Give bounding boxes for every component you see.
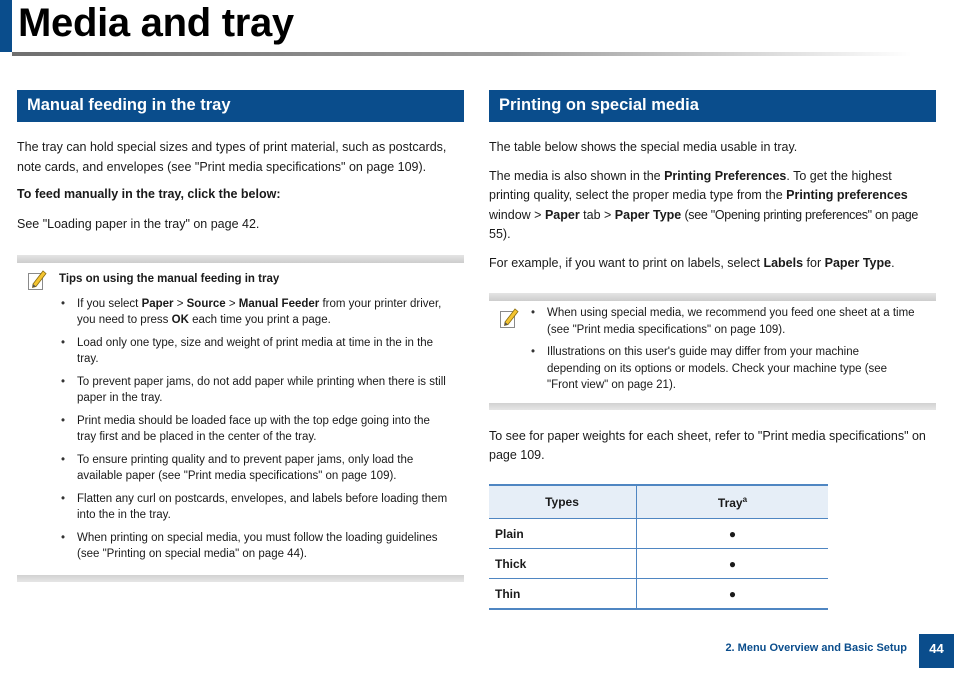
tip-item: • Print media should be loaded face up with the top edge going into the tray first and be placed in the center of the tray. — [59, 413, 464, 446]
note-box — [489, 293, 936, 410]
page-title: Media and tray — [18, 1, 294, 45]
media-type-cell: Thick — [489, 549, 637, 579]
note-box-bottom-bar — [489, 403, 936, 410]
table-row — [489, 549, 828, 579]
tips-box-top-bar — [17, 255, 464, 263]
note-box-top-bar — [489, 293, 936, 301]
left-column — [17, 90, 464, 582]
see-loading-paper: See "Loading paper in the tray" on page 42. — [17, 216, 260, 231]
intro-line-1: The tray can hold special sizes and types of print material, such as postcards, — [17, 140, 447, 154]
footer-chapter-link[interactable]: 2. Menu Overview and Basic Setup — [725, 642, 907, 654]
tip-item: • When printing on special media, you must follow the loading guidelines (see "Printing on special media" on page 44). — [59, 530, 464, 563]
tip-item: • Flatten any curl on postcards, envelopes, and labels before loading them into the in the tray. — [59, 491, 464, 524]
feed-heading: To feed manually in the tray, click the below: — [17, 187, 281, 201]
column-header-types: Types — [489, 485, 637, 519]
printing-preferences-paragraph: The media is also shown in the Printing Preferences. To get the highest printing quality, select the proper media type from the Printing preferences window > Paper tab > Paper Type (see "Opening printing preferences" on page 55). — [489, 168, 919, 241]
tray-support-cell: ● — [637, 519, 829, 549]
tips-box — [17, 255, 464, 582]
pencil-note-icon — [27, 269, 47, 291]
special-media-table — [489, 484, 828, 610]
tray-support-cell: ● — [637, 549, 829, 579]
media-type-cell: Thin — [489, 579, 637, 610]
tip-item: • To prevent paper jams, do not add paper while printing when there is still paper in the tray. — [59, 374, 464, 407]
table-row — [489, 519, 828, 549]
column-header-tray: Tray$^a$ — [637, 485, 829, 519]
table-header-row — [489, 485, 828, 519]
tip-item: • If you select Paper > Source > Manual Feeder from your printer driver, you need to press OK each time you print a page. — [59, 296, 464, 329]
page-number: 44 — [919, 634, 954, 668]
special-media-intro: The table below shows the special media usable in tray. — [489, 140, 798, 154]
section-heading-manual-feeding: Manual feeding in the tray — [17, 90, 464, 122]
section-heading-special-media: Printing on special media — [489, 90, 936, 122]
labels-example: For example, if you want to print on labels, select Labels for Paper Type. — [489, 255, 895, 270]
tip-item: • To ensure printing quality and to prevent paper jams, only load the available paper (see "Print media specifications" on page 109). — [59, 452, 464, 485]
intro-line-2: note cards, and envelopes (see "Print media specifications" on page 109). — [17, 159, 427, 174]
right-column — [489, 90, 936, 466]
pencil-note-icon — [499, 307, 519, 329]
table-row — [489, 579, 828, 610]
note-item: • When using special media, we recommend you feed one sheet at a time (see "Print media specifications" on page 109). — [529, 305, 936, 338]
tip-item: • Load only one type, size and weight of print media at time in the in the tray. — [59, 335, 464, 368]
note-item: • Illustrations on this user's guide may differ from your machine depending on its options or models. Check your machine type (see "Front view" on page 21). — [529, 344, 936, 394]
tray-support-cell: ● — [637, 579, 829, 610]
tips-title: Tips on using the manual feeding in tray — [59, 273, 280, 285]
media-type-cell: Plain — [489, 519, 637, 549]
tips-box-bottom-bar — [17, 575, 464, 582]
title-rule — [12, 52, 912, 56]
title-accent-bar — [0, 0, 12, 52]
paper-weights-paragraph: To see for paper weights for each sheet, refer to "Print media specifications" on page 109. — [489, 428, 926, 462]
